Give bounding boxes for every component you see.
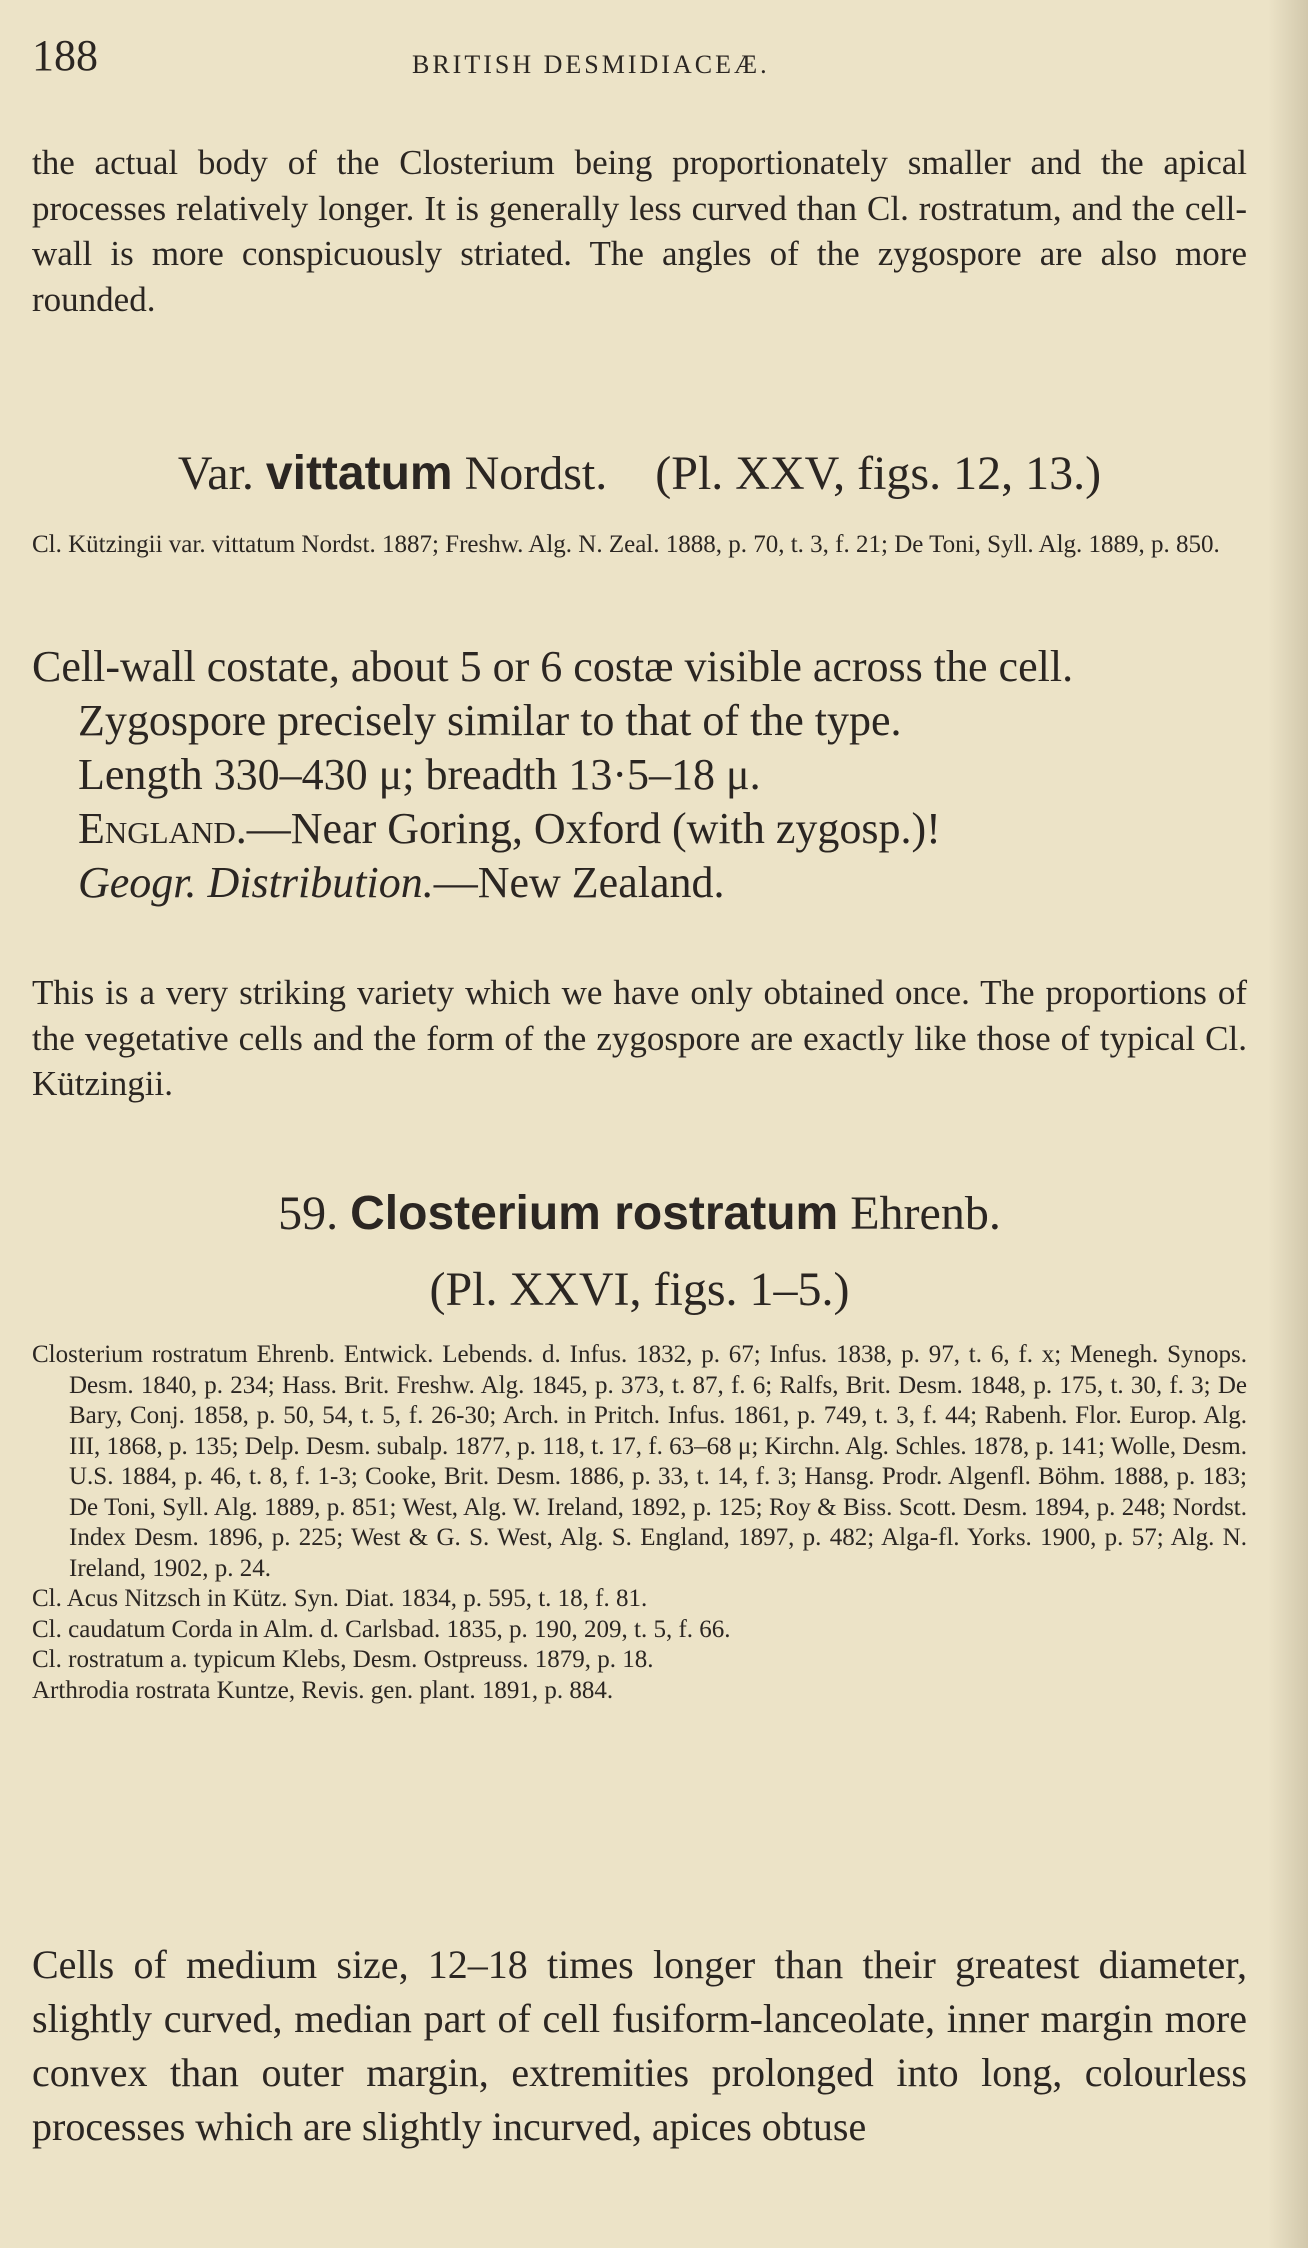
synonymy-entry: Cl. Acus Nitzsch in Kütz. Syn. Diat. 1834, p. 595, t. 18, f. 81. (32, 1585, 648, 1612)
locality-label: England. (78, 804, 247, 853)
distribution-label: Geogr. Distribution. (78, 858, 434, 907)
synonymy-entry: Cl. rostratum a. typicum Klebs, Desm. Ostpreuss. 1879, p. 18. (32, 1646, 654, 1673)
variety-authority: Nordst. (464, 447, 608, 500)
intro-paragraph-block (32, 140, 1247, 322)
variety-zygospore: Zygospore precisely similar to that of the type. (78, 696, 902, 745)
locality-text: —Near Goring, Oxford (with zygosp.)! (246, 804, 941, 853)
species-plate-ref: (Pl. XXVI, figs. 1–5.) (429, 1263, 850, 1316)
page-edge-shadow (1268, 0, 1308, 2248)
synonymy-entry: Closterium rostratum Ehrenb. Entwick. Lebends. d. Infus. 1832, p. 67; Infus. 1838, p. 97, t. 6, f. x; Menegh. Synops. Desm. 1840, p. 234; Hass. Brit. Freshw. Alg. 1845, p. 373, t. 87, f. 6; Ralfs, Brit. Desm. 1848, p. 175, t. 30, f. 3; De Bary, Conj. 1858, p. 50, 54, t. 5, f. 26-30; Arch. in Pritch. Infus. 1861, p. 749, t. 3, f. 44; Rabenh. Flor. Europ. Alg. III, 1868, p. 135; Delp. Desm. subalp. 1877, p. 118, t. 17, f. 63–68 μ; Kirchn. Alg. Schles. 1878, p. 141; Wolle, Desm. U.S. 1884, p. 46, t. 8, f. 1-3; Cooke, Brit. Desm. 1886, p. 33, t. 14, f. 3; Hansg. Prodr. Algenfl. Böhm. 1888, p. 183; De Toni, Syll. Alg. 1889, p. 851; West, Alg. W. Ireland, 1892, p. 125; Roy & Biss. Scott. Desm. 1894, p. 248; Nordst. Index Desm. 1896, p. 225; West & G. S. West, Alg. S. England, 1897, p. 482; Alga-fl. Yorks. 1900, p. 57; Alg. N. Ireland, 1902, p. 24. (32, 1341, 1247, 1582)
running-head: BRITISH DESMIDIACEÆ. (412, 50, 770, 79)
page-number: 188 (32, 31, 98, 80)
species-synonymy-block (32, 1340, 1247, 1706)
variety-plate-ref: (Pl. XXV, figs. 12, 13.) (655, 447, 1102, 500)
species-plate-block (32, 1262, 1247, 1317)
variety-remark: This is a very striking variety which we have only obtained once. The proportions of the vegetative cells and the form of the zygospore are exactly like those of typical Cl. Kützingii. (32, 973, 1247, 1103)
variety-locality (32, 802, 1247, 856)
variety-prefix: Var. (177, 447, 254, 500)
species-name: Closterium rostratum (350, 1187, 839, 1240)
variety-name: vittatum (265, 447, 453, 500)
variety-distribution (32, 856, 1247, 910)
variety-description-block (32, 640, 1247, 910)
synonymy-entry: Arthrodia rostrata Kuntze, Revis. gen. plant. 1891, p. 884. (32, 1676, 614, 1704)
variety-synonymy-block (32, 530, 1247, 561)
species-heading (32, 1186, 1247, 1241)
species-description-block (32, 1938, 1247, 2154)
distribution-text: —New Zealand. (433, 858, 725, 907)
variety-dimensions: Length 330–430 μ; breadth 13·5–18 μ. (78, 750, 761, 799)
synonymy-entry: Cl. caudatum Corda in Alm. d. Carlsbad. 1835, p. 190, 209, t. 5, f. 66. (32, 1615, 731, 1643)
species-number: 59. (278, 1187, 339, 1240)
intro-paragraph: the actual body of the Closterium being proportionately smaller and the apical processes relatively longer. It is generally less curved than Cl. rostratum, and the cell-wall is more conspicuously striated. The angles of the zygospore are also more rounded. (32, 143, 1247, 319)
species-authority: Ehrenb. (850, 1187, 1001, 1240)
page-header (32, 30, 1268, 90)
variety-heading (32, 446, 1247, 501)
variety-description: Cell-wall costate, about 5 or 6 costæ visible across the cell. (32, 642, 1074, 691)
variety-remark-block (32, 970, 1247, 1107)
species-description: Cells of medium size, 12–18 times longer than their greatest diameter, slightly curved, median part of cell fusiform-lanceolate, inner margin more convex than outer margin, extremities prolonged into long, colourless processes which are slightly incurved, apices obtuse (32, 1942, 1247, 2149)
variety-synonymy: Cl. Kützingii var. vittatum Nordst. 1887; Freshw. Alg. N. Zeal. 1888, p. 70, t. 3, f. 21; De Toni, Syll. Alg. 1889, p. 850. (32, 531, 1220, 558)
